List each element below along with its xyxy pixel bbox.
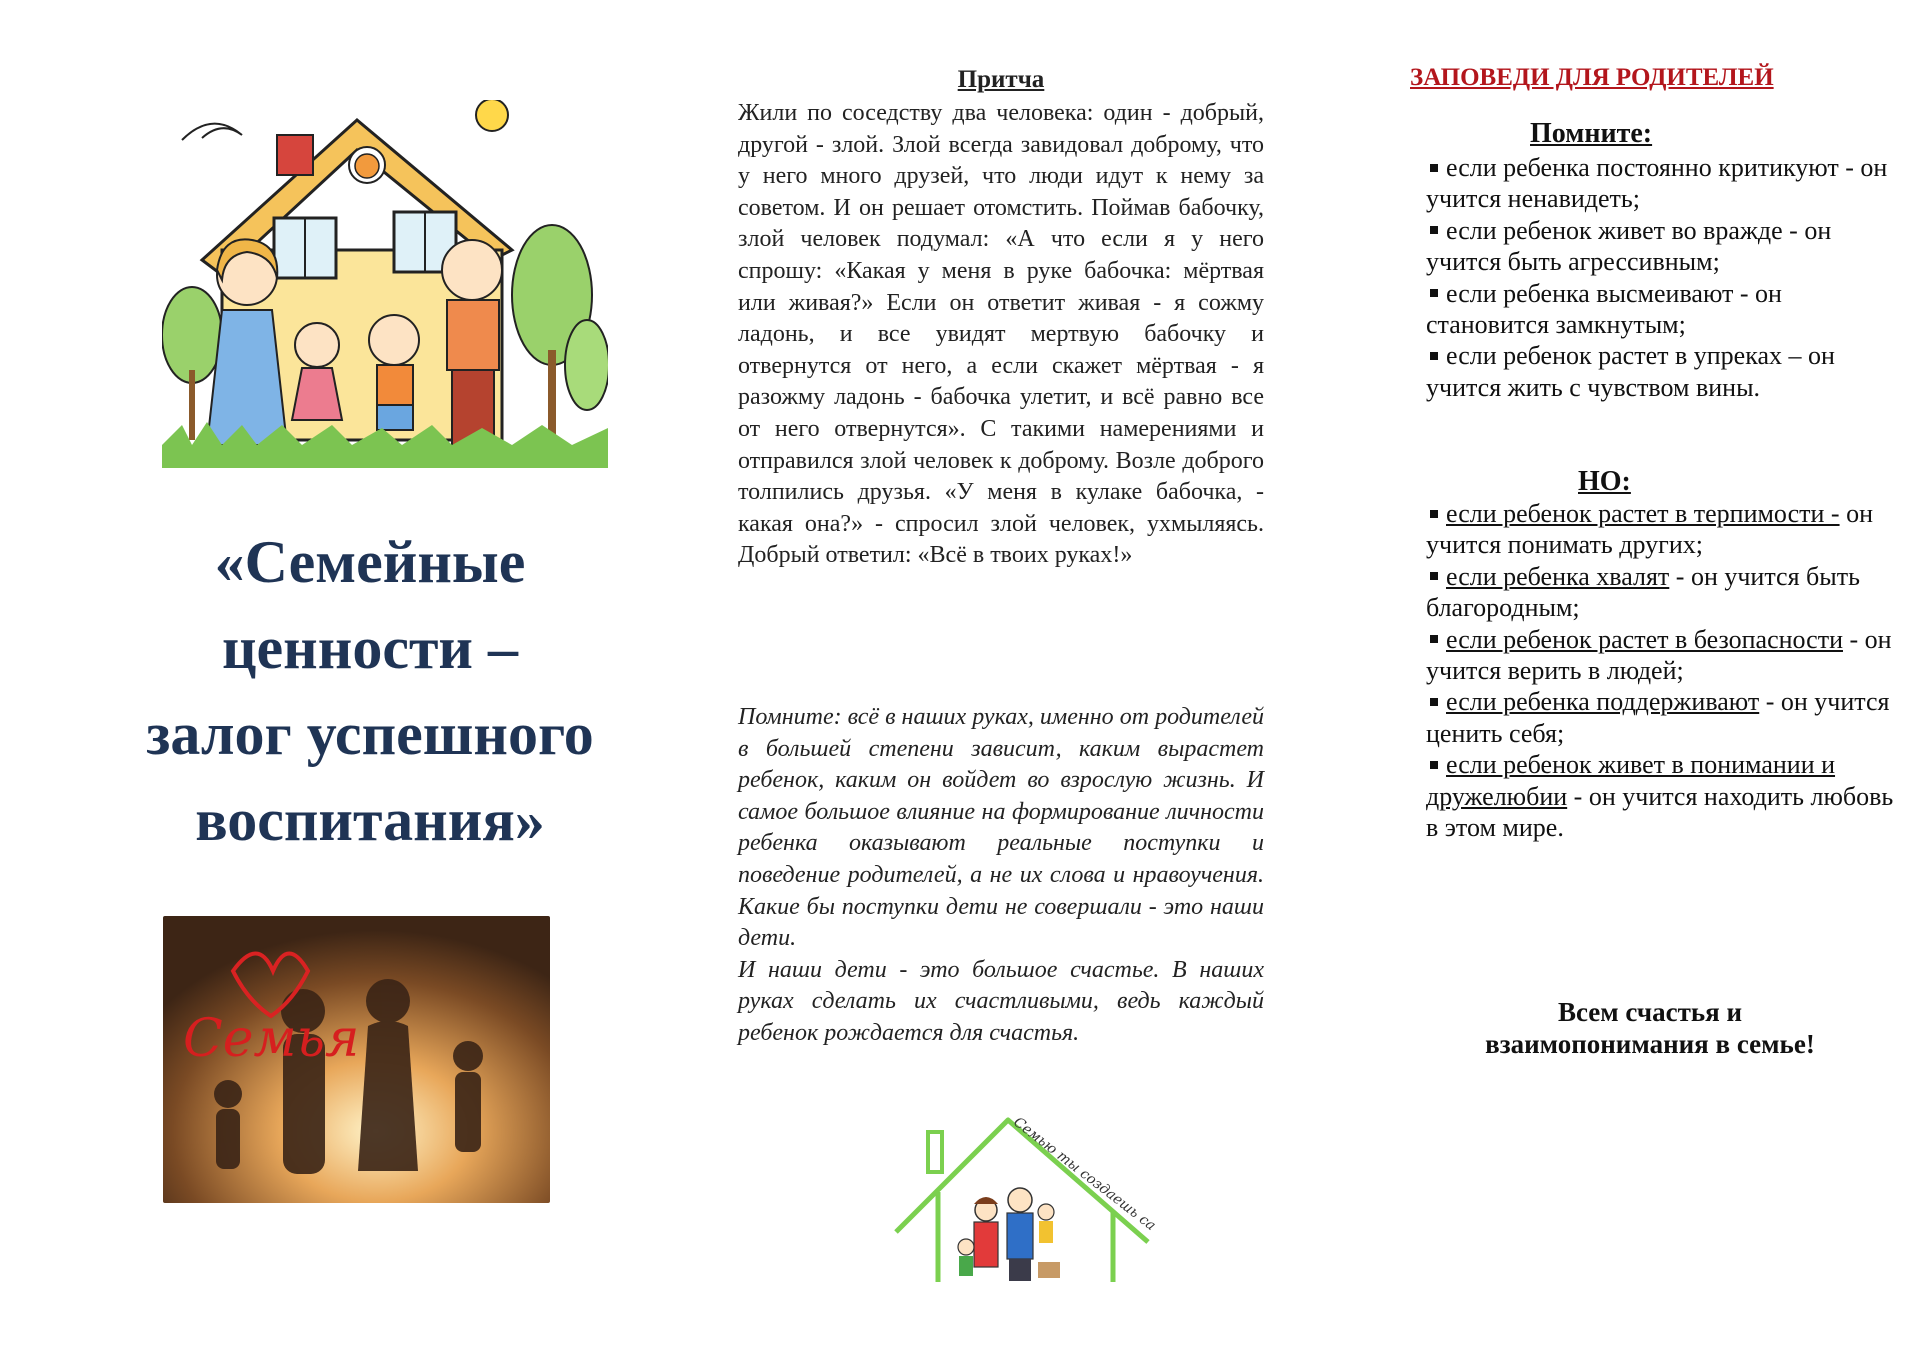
photo-caption: Семья xyxy=(183,1009,360,1069)
parable-paragraph: Жили по соседству два человека: один - добрый, другой - злой. Злой всегда завидовал доброму, что у него много друзей, что люди идут к нему за советом. И он решает отомстить. Поймав бабочку, злой человек подумал: «А что если я у него спрошу: «Какая у меня в руке бабочка: мёртвая или живая?» Если он ответит живая - я сожму ладонь, и все увидят мертвую бабочку и отвернутся от него, а если скажет мёртвая - я разожму ладонь - бабочка улетит, и всё равно все от него отвернутся». С такими намерениями и отправился злой человек к доброму. Возле доброго толпились друзья. «У меня в кулаке бабочка, - какая она?» - спросил злой человек, ухмыляясь. Добрый ответил: «Всё в твоих руках!» xyxy=(738,100,1264,569)
closing-line-2: взаимопонимания в семье! xyxy=(1485,1029,1815,1059)
middle-panel xyxy=(738,0,1264,1358)
bullet-icon xyxy=(1430,352,1438,360)
family-silhouette-drawing xyxy=(163,916,550,1203)
list-item: если ребенок растет в упреках – он учится жить с чувством вины. xyxy=(1426,341,1835,402)
list-item: если ребенок растет в терпимости - он учится понимать других; xyxy=(1426,499,1873,560)
list-item: если ребенка высмеивают - он становится замкнутым; xyxy=(1426,278,1782,340)
remember-list xyxy=(1426,152,1896,403)
remember-text xyxy=(738,702,1264,1050)
title-line-1: «Семейные xyxy=(214,529,526,595)
house-family-drawing xyxy=(162,100,608,468)
commandments-title: ЗАПОВЕДИ ДЛЯ РОДИТЕЛЕЙ xyxy=(1410,64,1774,91)
left-panel xyxy=(0,0,740,1358)
remember-paragraph-2: И наши дети - это большое счастье. В наших руках сделать их счастливыми, ведь каждый ребенок рождается для счастья. xyxy=(738,956,1264,1046)
list-item: если ребенок растет в безопасности - он учится верить в людей; xyxy=(1426,624,1892,686)
closing-line-1: Всем счастья и xyxy=(1557,997,1743,1027)
bullet-icon xyxy=(1430,761,1438,769)
title-line-4: воспитания» xyxy=(195,787,545,853)
family-house-illustration xyxy=(162,100,608,468)
list-item: если ребенка поддерживают - он учится ценить себя; xyxy=(1426,687,1890,748)
parable-text xyxy=(738,98,1264,572)
list-item: если ребенок живет во вражде - он учится быть агрессивным; xyxy=(1426,215,1832,277)
bullet-icon xyxy=(1430,289,1438,297)
list-item: если ребенка хвалят - он учится быть благородным; xyxy=(1426,561,1860,623)
bullet-icon xyxy=(1430,635,1438,643)
list-item: если ребенок живет в понимании и дружелюбии - он учится находить любовь в этом мире. xyxy=(1426,750,1894,843)
title-line-2: ценности – xyxy=(221,615,518,681)
bullet-icon xyxy=(1430,698,1438,706)
but-list xyxy=(1426,498,1896,843)
family-house-logo xyxy=(888,1112,1156,1286)
logo-slogan: Семью ты создаешь с xyxy=(1010,1114,1152,1229)
bullet-icon xyxy=(1430,226,1438,234)
bullet-icon xyxy=(1430,572,1438,580)
bullet-icon xyxy=(1430,510,1438,518)
list-item: если ребенка постоянно критикуют - он учится ненавидеть; xyxy=(1426,153,1888,214)
remember-heading: Помните: xyxy=(1530,118,1653,149)
house-logo-drawing xyxy=(888,1112,1156,1286)
family-silhouette-photo xyxy=(163,916,550,1203)
parable-title: Притча xyxy=(957,66,1045,93)
remember-paragraph-1: Помните: всё в наших руках, именно от родителей в большей степени зависит, каким вырастет ребенок, каким он войдет во взрослую жизнь. И самое большое влияние на формирование личности ребенка оказывают реальные поступки и поведение родителей, а не их слова и нравоучения. Какие бы поступки дети не совершали - это наши дети. xyxy=(738,704,1264,952)
bullet-icon xyxy=(1430,164,1438,172)
closing-wish xyxy=(1400,996,1900,1060)
brochure-title xyxy=(95,529,645,876)
right-panel xyxy=(1400,0,1900,1358)
title-line-3: залог успешного xyxy=(146,701,594,767)
but-heading: НО: xyxy=(1578,466,1631,497)
